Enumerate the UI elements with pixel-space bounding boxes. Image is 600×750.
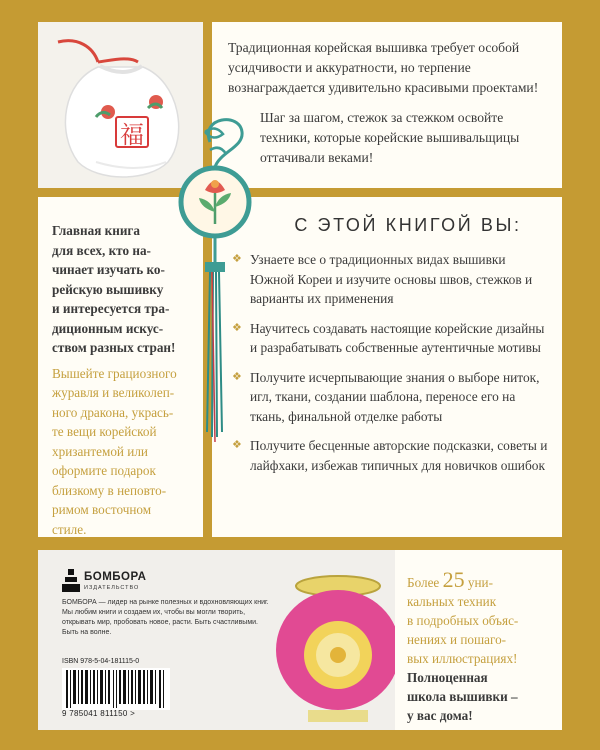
left-bold-line: диционным искус- bbox=[52, 320, 164, 336]
left-gold-line: хризантемой или bbox=[52, 443, 148, 459]
promo-bold-line: Полноценная bbox=[407, 670, 488, 685]
left-gold-line: те вещи корейской bbox=[52, 424, 157, 439]
feature-item bbox=[230, 436, 548, 475]
barcode-icon bbox=[62, 668, 170, 710]
intro-paragraph-1: Традиционная корейская вышивка требует особой усидчивости и аккуратности, но терпение вознаграждается удивительно красивыми проектами! bbox=[228, 40, 539, 95]
left-gold-line: стиле. bbox=[52, 521, 87, 537]
norigae-ornament-icon bbox=[160, 112, 270, 542]
features-heading: С ЭТОЙ КНИГОЙ ВЫ: bbox=[294, 215, 522, 235]
feature-item bbox=[230, 250, 548, 309]
publisher-logo-icon bbox=[62, 565, 80, 593]
promo-line: нениях и пошаго- bbox=[407, 632, 507, 647]
feature-item bbox=[230, 319, 548, 358]
left-gold-line: близкому в неповто- bbox=[52, 482, 167, 498]
publisher-description: БОМБОРА — лидер на рынке полезных и вдохновляющих книг. Мы любим книги и создаем их, чтобы вы могли творить, открывать мир, пробовать новое, расти. Быть счастливыми. Быть на волне. bbox=[62, 599, 269, 636]
publisher-sub: ИЗДАТЕЛЬСТВО bbox=[84, 585, 140, 591]
promo-line: кальных техник bbox=[407, 594, 497, 609]
promo-line: вых иллюстрациях! bbox=[407, 651, 518, 666]
diamond-bullet-icon: ❖ bbox=[232, 253, 242, 265]
features-list bbox=[228, 250, 548, 475]
feature-text: Получите бесценные авторские подсказки, советы и лайфхаки, избежав типичных для новичков ошибок bbox=[250, 438, 548, 473]
left-bold-line: для всех, кто на- bbox=[52, 242, 151, 258]
diamond-bullet-icon: ❖ bbox=[232, 370, 242, 383]
promo-number: 25 bbox=[442, 567, 465, 592]
left-gold-line: Вышейте грациозного bbox=[52, 365, 177, 381]
left-gold-line: ного дракона, укрась- bbox=[52, 404, 174, 420]
publisher-logo bbox=[62, 565, 147, 598]
left-bold-line: Главная книга bbox=[52, 223, 141, 238]
pouch-character: 福 bbox=[120, 121, 144, 149]
left-gold-line: римом восточном bbox=[52, 502, 152, 517]
left-bold-line: рейскую вышивку bbox=[52, 281, 164, 297]
feature-item bbox=[230, 368, 548, 427]
left-gold-line: оформите подарок bbox=[52, 463, 156, 478]
feature-text: Узнаете все о традиционных видах вышивки Южной Кореи и изучите основы швов, стежков и варианты их применения bbox=[250, 252, 533, 306]
left-bold-line: и интересуется тра- bbox=[52, 301, 170, 316]
embroidered-jar-illustration bbox=[268, 560, 408, 730]
promo-bold-line: у вас дома! bbox=[407, 708, 473, 723]
isbn-text: ISBN 978-5-04-181115-0 bbox=[62, 658, 140, 665]
promo-bold-line: школа вышивки – bbox=[407, 689, 518, 704]
diamond-bullet-icon: ❖ bbox=[232, 439, 242, 451]
promo-first-line bbox=[407, 567, 554, 592]
intro-paragraph-2: Шаг за шагом, стежок за стежком освойте техники, которые корейские вышивальщицы оттачивали веками! bbox=[260, 110, 520, 165]
barcode-digits: 9 785041 811150 > bbox=[62, 709, 136, 718]
left-bold-line: ством разных стран! bbox=[52, 340, 176, 355]
promo-line: в подробных объяс- bbox=[407, 613, 519, 628]
feature-text: Получите исчерпывающие знания о выборе ниток, игл, ткани, создании шаблона, переносе его на ткань, финальной отделке работы bbox=[250, 369, 540, 424]
left-bold-line: чинает изучать ко- bbox=[52, 262, 165, 277]
promo-line1: уни- bbox=[467, 575, 493, 590]
promo-pre: Более bbox=[407, 575, 440, 590]
feature-text: Научитесь создавать настоящие корейские дизайны и разрабатывать собственные аутентичные мотивы bbox=[250, 320, 545, 355]
publisher-name: БОМБОРА bbox=[84, 571, 147, 583]
diamond-bullet-icon: ❖ bbox=[232, 321, 242, 334]
promo-panel bbox=[395, 550, 562, 730]
left-gold-line: журавля и великолеп- bbox=[52, 385, 175, 400]
